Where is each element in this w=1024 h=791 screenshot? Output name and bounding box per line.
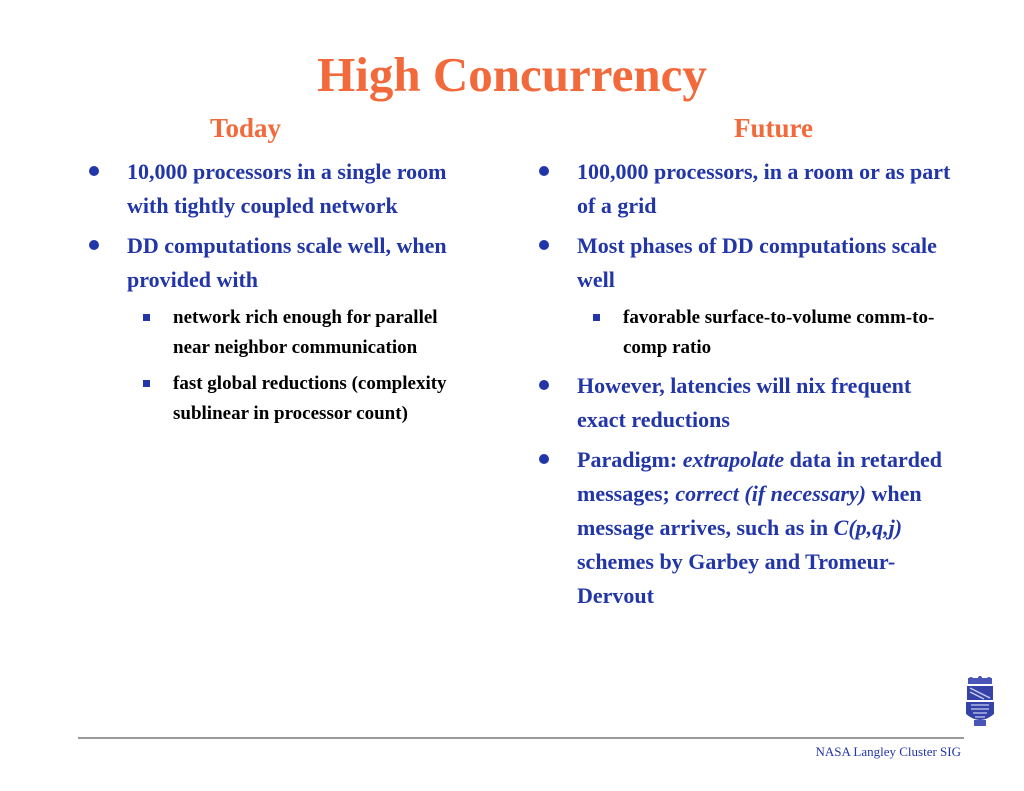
- bullet-dot-icon: [539, 380, 549, 390]
- bullet-text: However, latencies will nix frequent exact reductions: [577, 373, 912, 432]
- paradigm-label: Paradigm:: [577, 447, 683, 472]
- footer-text: NASA Langley Cluster SIG: [815, 744, 961, 759]
- today-heading: Today: [210, 113, 282, 143]
- list-item: [537, 369, 957, 437]
- emphasis-extrapolate: extrapolate: [682, 447, 785, 472]
- sub-bullet-text: favorable surface-to-volume comm-to-comp ratio: [623, 307, 935, 358]
- sub-list-item: [577, 303, 957, 363]
- bullet-dot-icon: [89, 166, 99, 176]
- bullet-dot-icon: [89, 240, 99, 250]
- paradigm-text: data in retarded messages;: [577, 447, 943, 506]
- sub-list-item: [127, 369, 457, 429]
- bullet-dot-icon: [539, 240, 549, 250]
- bullet-dot-icon: [539, 166, 549, 176]
- bullet-text: DD computations scale well, when provided with: [127, 233, 447, 292]
- list-item: [537, 443, 957, 613]
- paradigm-text: when message arrives, such as in: [577, 481, 922, 540]
- crest-icon: [962, 676, 998, 728]
- future-heading: Future: [734, 113, 813, 143]
- future-column: [537, 155, 957, 619]
- emphasis-scheme: C(p,q,j): [833, 515, 903, 540]
- list-item: [87, 229, 457, 297]
- bullet-square-icon: [143, 380, 150, 387]
- list-item: [87, 155, 457, 223]
- bullet-text: Most phases of DD computations scale well: [577, 233, 937, 292]
- list-item: [537, 155, 957, 223]
- slide-title: High Concurrency: [317, 47, 707, 102]
- sub-bullet-text: network rich enough for parallel near neighbor communication: [173, 307, 438, 358]
- bullet-square-icon: [593, 314, 600, 321]
- bullet-text: 100,000 processors, in a room or as part of a grid: [577, 159, 951, 218]
- list-item: [537, 229, 957, 297]
- today-column: [87, 155, 457, 435]
- bullet-dot-icon: [539, 454, 549, 464]
- bullet-text: [577, 447, 942, 608]
- paradigm-text: schemes by Garbey and Tromeur-Dervout: [577, 549, 896, 608]
- emphasis-correct: correct (if necessary): [675, 481, 866, 506]
- sub-bullet-text: fast global reductions (complexity sublinear in processor count): [173, 373, 447, 424]
- bullet-square-icon: [143, 314, 150, 321]
- bullet-text: 10,000 processors in a single room with tightly coupled network: [127, 159, 447, 218]
- footer-divider: [78, 737, 964, 739]
- sub-list-item: [127, 303, 457, 363]
